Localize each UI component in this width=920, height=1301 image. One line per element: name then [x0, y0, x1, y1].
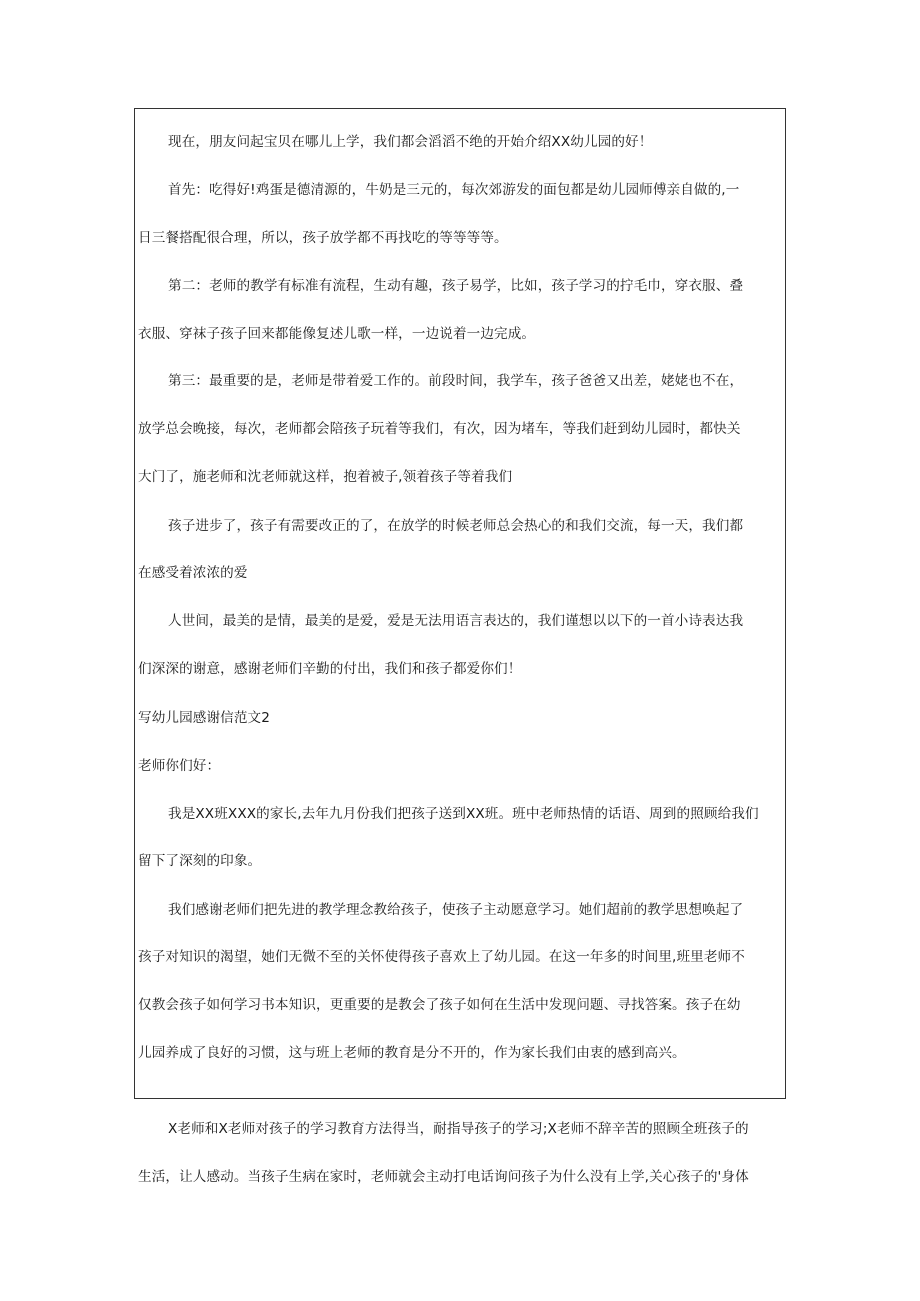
section-title: 写幼儿园感谢信范文2 — [138, 710, 270, 726]
paragraph-6-line-2: 们深深的谢意，感谢老师们辛勤的付出，我们和孩子都爱你们！ — [138, 661, 522, 677]
paragraph-8-line-1: 我们感谢老师们把先进的教学理念教给孩子，使孩子主动愿意学习。她们超前的教学思想唤起了 — [168, 902, 744, 918]
paragraph-1-line-1: 现在，朋友问起宝贝在哪儿上学，我们都会滔滔不绝的开始介绍XX幼儿园的好！ — [168, 134, 653, 150]
paragraph-3-line-1: 第二：老师的教学有标准有流程，生动有趣，孩子易学，比如，孩子学习的拧毛巾，穿衣服、叠 — [168, 278, 744, 294]
paragraph-5-line-1: 孩子进步了，孩子有需要改正的了，在放学的时候老师总会热心的和我们交流，每一天，我们都 — [168, 518, 744, 534]
paragraph-4-line-3: 大门了，施老师和沈老师就这样，抱着被子,领着孩子等着我们 — [138, 469, 513, 485]
paragraph-7-line-2: 留下了深刻的印象。 — [138, 853, 262, 869]
paragraph-2-line-1: 首先：吃得好!鸡蛋是德清源的，牛奶是三元的，每次郊游发的面包都是幼儿园师傅亲自做的,一 — [168, 182, 740, 198]
paragraph-8-line-3: 仅教会孩子如何学习书本知识，更重要的是教会了孩子如何在生活中发现问题、寻找答案。孩子在幼 — [138, 997, 741, 1013]
paragraph-3-line-2: 衣服、穿袜子孩子回来都能像复述儿歌一样，一边说着一边完成。 — [138, 326, 536, 342]
paragraph-9-line-1: X老师和X老师对孩子的学习教育方法得当，耐指导孩子的学习;X老师不辞辛苦的照顾全班孩子的 — [168, 1121, 749, 1137]
paragraph-4-line-1: 第三：最重要的是，老师是带着爱工作的。前段时间，我学车，孩子爸爸又出差，姥姥也不在， — [168, 373, 744, 389]
paragraph-8-line-2: 孩子对知识的渴望，她们无微不至的关怀使得孩子喜欢上了幼儿园。在这一年多的时间里,班里老师不 — [138, 949, 745, 965]
salutation: 老师你们好： — [138, 758, 221, 774]
paragraph-5-line-2: 在感受着浓浓的爱 — [138, 565, 248, 581]
paragraph-8-line-4: 儿园养成了良好的习惯，这与班上老师的教育是分不开的，作为家长我们由衷的感到高兴。 — [138, 1045, 686, 1061]
paragraph-7-line-1: 我是XX班XXX的家长,去年九月份我们把孩子送到XX班。班中老师热情的话语、周到的照顾给我们 — [168, 806, 759, 822]
paragraph-6-line-1: 人世间，最美的是情，最美的是爱，爱是无法用语言表达的，我们谨想以以下的一首小诗表达我 — [168, 613, 744, 629]
paragraph-2-line-2: 日三餐搭配很合理，所以，孩子放学都不再找吃的等等等等。 — [138, 230, 508, 246]
paragraph-4-line-2: 放学总会晚接，每次，老师都会陪孩子玩着等我们，有次，因为堵车，等我们赶到幼儿园时，都快关 — [138, 421, 741, 437]
paragraph-9-line-2: 生活，让人感动。当孩子生病在家时，老师就会主动打电话询问孩子为什么没有上学,关心孩子的'身体 — [138, 1169, 749, 1185]
